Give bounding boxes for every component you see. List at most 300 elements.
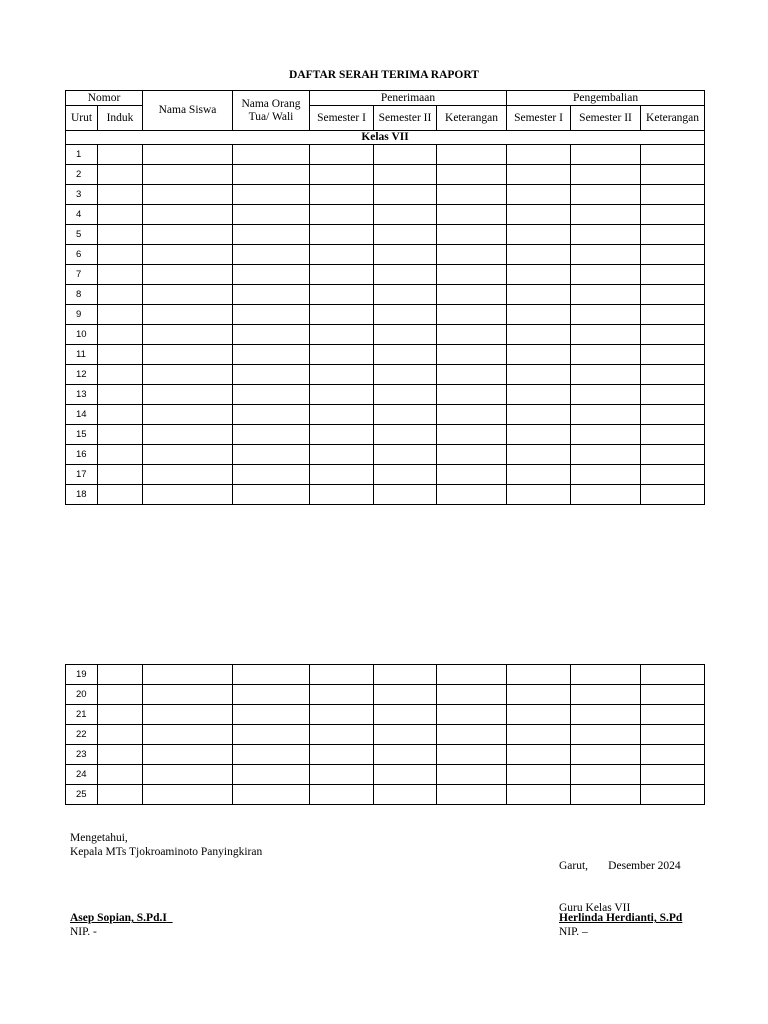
header-pengembalian-keterangan: Keterangan: [641, 106, 705, 131]
kepala-sekolah-title: Kepala MTs Tjokroaminoto Panyingkiran: [70, 846, 263, 858]
table-cell: [374, 145, 437, 165]
table-cell: [143, 165, 233, 185]
table-cell: [641, 245, 705, 265]
header-nama-orang-tua-line2: Tua/ Wali: [248, 110, 294, 123]
row-number: 23: [66, 745, 98, 765]
table-cell: [507, 265, 571, 285]
table-row: [66, 385, 705, 405]
table-cell: [233, 165, 310, 185]
table-cell: [310, 445, 374, 465]
table-cell: [507, 325, 571, 345]
row-number: 7: [66, 265, 98, 285]
row-number: 17: [66, 465, 98, 485]
table-cell: [233, 705, 310, 725]
table-cell: [641, 685, 705, 705]
table-cell: [143, 265, 233, 285]
table-cell: [641, 225, 705, 245]
table-cell: [233, 405, 310, 425]
table-cell: [507, 385, 571, 405]
table-cell: [98, 485, 143, 505]
table-cell: [374, 385, 437, 405]
table-cell: [641, 425, 705, 445]
table-cell: [143, 145, 233, 165]
table-cell: [374, 325, 437, 345]
table-cell: [143, 345, 233, 365]
table-cell: [233, 345, 310, 365]
table-cell: [437, 165, 507, 185]
table-cell: [143, 785, 233, 805]
table-cell: [507, 165, 571, 185]
table-cell: [507, 765, 571, 785]
row-number: 15: [66, 425, 98, 445]
table-cell: [571, 345, 641, 365]
table-cell: [233, 785, 310, 805]
table-cell: [437, 305, 507, 325]
header-penerimaan-semester-2: Semester II: [374, 106, 437, 131]
footer-left: [70, 831, 262, 859]
table-cell: [143, 745, 233, 765]
header-penerimaan-semester-1: Semester I: [310, 106, 374, 131]
table-cell: [507, 665, 571, 685]
table-row: [66, 245, 705, 265]
table-row: [66, 745, 705, 765]
table-cell: [374, 725, 437, 745]
table-cell: [233, 285, 310, 305]
table-cell: [571, 305, 641, 325]
table-row: [66, 425, 705, 445]
table-cell: [571, 485, 641, 505]
table-cell: [98, 765, 143, 785]
table-cell: [374, 165, 437, 185]
table-cell: [571, 325, 641, 345]
table-cell: [641, 145, 705, 165]
table-cell: [641, 305, 705, 325]
table-cell: [310, 325, 374, 345]
table-cell: [143, 705, 233, 725]
table-cell: [310, 345, 374, 365]
table-cell: [374, 745, 437, 765]
table-cell: [641, 165, 705, 185]
table-cell: [98, 725, 143, 745]
table-cell: [374, 445, 437, 465]
table-cell: [98, 465, 143, 485]
table-cell: [507, 145, 571, 165]
table-row: [66, 345, 705, 365]
table-cell: [437, 685, 507, 705]
table-cell: [233, 485, 310, 505]
table-cell: [143, 485, 233, 505]
table-cell: [143, 405, 233, 425]
table-row: [66, 325, 705, 345]
table-cell: [98, 345, 143, 365]
table-cell: [641, 185, 705, 205]
header-pengembalian-semester-2: Semester II: [571, 106, 641, 131]
table-cell: [571, 425, 641, 445]
table-row: [66, 465, 705, 485]
table-cell: [310, 425, 374, 445]
table-cell: [641, 345, 705, 365]
row-number: 4: [66, 205, 98, 225]
table-cell: [98, 425, 143, 445]
table-cell: [571, 285, 641, 305]
table-cell: [437, 265, 507, 285]
table-cell: [98, 665, 143, 685]
table-cell: [310, 245, 374, 265]
footer-right-signature: [559, 911, 682, 939]
table-row: [66, 185, 705, 205]
table-cell: [507, 725, 571, 745]
table-cell: [98, 205, 143, 225]
table-cell: [437, 385, 507, 405]
table-cell: [143, 685, 233, 705]
row-number: 25: [66, 785, 98, 805]
table-cell: [571, 405, 641, 425]
table-row: [66, 365, 705, 385]
table-cell: [374, 285, 437, 305]
table-cell: [571, 205, 641, 225]
table-cell: [233, 745, 310, 765]
table-cell: [437, 445, 507, 465]
table-cell: [143, 665, 233, 685]
table-cell: [143, 225, 233, 245]
table-cell: [641, 365, 705, 385]
header-nama-siswa: Nama Siswa: [143, 91, 233, 131]
table-cell: [507, 305, 571, 325]
table-cell: [374, 365, 437, 385]
table-cell: [310, 665, 374, 685]
table-cell: [98, 165, 143, 185]
table-cell: [641, 265, 705, 285]
guru-kelas-name: Herlinda Herdianti, S.Pd: [559, 912, 683, 924]
table-cell: [233, 145, 310, 165]
table-row: [66, 705, 705, 725]
table-cell: [374, 305, 437, 325]
table-cell: [641, 205, 705, 225]
kepala-sekolah-name: Asep Sopian, S.Pd.I: [70, 912, 167, 924]
table-cell: [374, 405, 437, 425]
table-cell: [98, 705, 143, 725]
row-number: 21: [66, 705, 98, 725]
table-cell: [437, 325, 507, 345]
table-cell: [571, 685, 641, 705]
table-cell: [507, 785, 571, 805]
table-row: [66, 145, 705, 165]
table-cell: [233, 725, 310, 745]
table-cell: [571, 465, 641, 485]
row-number: 10: [66, 325, 98, 345]
table-cell: [374, 425, 437, 445]
table-cell: [641, 445, 705, 465]
table-cell: [507, 205, 571, 225]
table-cell: [437, 405, 507, 425]
table-cell: [233, 205, 310, 225]
table-cell: [98, 285, 143, 305]
table-cell: [437, 145, 507, 165]
table-cell: [143, 425, 233, 445]
table-cell: [143, 725, 233, 745]
table-row: [66, 765, 705, 785]
table-cell: [310, 765, 374, 785]
table-row: [66, 405, 705, 425]
row-number: 3: [66, 185, 98, 205]
table-cell: [641, 705, 705, 725]
table-cell: [143, 285, 233, 305]
table-cell: [98, 785, 143, 805]
table-cell: [437, 185, 507, 205]
table-cell: [310, 465, 374, 485]
table-cell: [437, 745, 507, 765]
table-cell: [143, 445, 233, 465]
table-cell: [507, 465, 571, 485]
header-nama-orang-tua: [233, 91, 310, 131]
row-number: 19: [66, 665, 98, 685]
table-cell: [437, 725, 507, 745]
table-cell: [143, 205, 233, 225]
table-cell: [310, 405, 374, 425]
row-number: 18: [66, 485, 98, 505]
guru-kelas-nip: NIP. –: [559, 926, 588, 938]
table-cell: [233, 765, 310, 785]
table-cell: [437, 665, 507, 685]
table-cell: [98, 145, 143, 165]
table-cell: [374, 485, 437, 505]
table-cell: [143, 185, 233, 205]
table-cell: [233, 425, 310, 445]
table-cell: [233, 265, 310, 285]
row-number: 22: [66, 725, 98, 745]
table-cell: [233, 465, 310, 485]
table-cell: [310, 205, 374, 225]
table-cell: [374, 245, 437, 265]
table-cell: [571, 245, 641, 265]
table-cell: [233, 185, 310, 205]
table-cell: [310, 365, 374, 385]
table-cell: [437, 465, 507, 485]
row-number: 16: [66, 445, 98, 465]
row-number: 8: [66, 285, 98, 305]
row-number: 20: [66, 685, 98, 705]
table-cell: [233, 445, 310, 465]
table-cell: [507, 405, 571, 425]
table-cell: [374, 185, 437, 205]
table-cell: [233, 365, 310, 385]
table-cell: [143, 305, 233, 325]
table-cell: [571, 225, 641, 245]
table-cell: [310, 745, 374, 765]
header-urut: Urut: [66, 106, 98, 131]
table-cell: [571, 665, 641, 685]
table-cell: [310, 285, 374, 305]
header-nomor: Nomor: [66, 91, 143, 106]
row-number: 2: [66, 165, 98, 185]
report-handover-table: [65, 90, 705, 505]
table-cell: [310, 685, 374, 705]
table-cell: [233, 385, 310, 405]
table-cell: [98, 185, 143, 205]
table-cell: [98, 245, 143, 265]
table-cell: [507, 445, 571, 465]
table-cell: [374, 345, 437, 365]
table-cell: [98, 385, 143, 405]
table-cell: [310, 705, 374, 725]
table-cell: [507, 745, 571, 765]
table-cell: [641, 725, 705, 745]
report-handover-table-continued: [65, 664, 705, 805]
table-cell: [98, 265, 143, 285]
header-nama-orang-tua-line1: Nama Orang: [241, 97, 301, 110]
table-cell: [143, 365, 233, 385]
table-cell: [571, 385, 641, 405]
header-pengembalian: Pengembalian: [507, 91, 705, 106]
row-number: 9: [66, 305, 98, 325]
document-title: DAFTAR SERAH TERIMA RAPORT: [289, 69, 479, 81]
table-body-part1: [66, 145, 705, 505]
table-cell: [98, 225, 143, 245]
table-cell: [641, 665, 705, 685]
table-cell: [437, 785, 507, 805]
header-induk: Induk: [98, 106, 143, 131]
table-cell: [507, 225, 571, 245]
row-number: 14: [66, 405, 98, 425]
table-cell: [641, 485, 705, 505]
table-row: [66, 285, 705, 305]
table-cell: [374, 785, 437, 805]
table-cell: [374, 465, 437, 485]
footer-left-signature: [70, 911, 173, 939]
table-cell: [571, 785, 641, 805]
table-row: [66, 665, 705, 685]
table-cell: [233, 305, 310, 325]
table-cell: [143, 765, 233, 785]
table-cell: [571, 765, 641, 785]
table-cell: [310, 785, 374, 805]
row-number: 11: [66, 345, 98, 365]
row-number: 6: [66, 245, 98, 265]
table-cell: [310, 265, 374, 285]
table-cell: [310, 485, 374, 505]
table-cell: [233, 225, 310, 245]
table-cell: [507, 365, 571, 385]
table-cell: [641, 785, 705, 805]
table-cell: [641, 765, 705, 785]
table-row: [66, 685, 705, 705]
table-row: [66, 205, 705, 225]
row-number: 5: [66, 225, 98, 245]
table-cell: [641, 745, 705, 765]
table-cell: [437, 245, 507, 265]
header-pengembalian-semester-1: Semester I: [507, 106, 571, 131]
table-cell: [507, 705, 571, 725]
table-cell: [310, 385, 374, 405]
table-cell: [310, 145, 374, 165]
header-penerimaan: Penerimaan: [310, 91, 507, 106]
table-cell: [98, 445, 143, 465]
table-cell: [571, 705, 641, 725]
table-body-part2: [66, 665, 705, 805]
table-cell: [98, 305, 143, 325]
table-cell: [571, 145, 641, 165]
table-cell: [374, 665, 437, 685]
table-cell: [98, 405, 143, 425]
table-cell: [437, 485, 507, 505]
table-row: [66, 785, 705, 805]
table-cell: [571, 745, 641, 765]
table-cell: [98, 325, 143, 345]
table-cell: [374, 265, 437, 285]
table-cell: [641, 325, 705, 345]
guru-kelas-title: Guru Kelas VII: [559, 902, 631, 914]
header-penerimaan-keterangan: Keterangan: [437, 106, 507, 131]
row-number: 1: [66, 145, 98, 165]
table-cell: [507, 485, 571, 505]
table-cell: [507, 425, 571, 445]
table-cell: [143, 465, 233, 485]
table-cell: [143, 245, 233, 265]
table-cell: [98, 365, 143, 385]
table-cell: [507, 245, 571, 265]
row-number: 12: [66, 365, 98, 385]
table-cell: [571, 165, 641, 185]
table-cell: [143, 385, 233, 405]
table-row: [66, 485, 705, 505]
table-cell: [641, 405, 705, 425]
table-cell: [310, 165, 374, 185]
table-cell: [143, 325, 233, 345]
table-cell: [233, 685, 310, 705]
table-cell: [374, 205, 437, 225]
table-cell: [310, 305, 374, 325]
mengetahui-label: Mengetahui,: [70, 832, 128, 844]
table-cell: [507, 345, 571, 365]
table-cell: [437, 285, 507, 305]
table-cell: [374, 685, 437, 705]
table-cell: [98, 685, 143, 705]
table-row: [66, 305, 705, 325]
table-cell: [233, 665, 310, 685]
table-cell: [571, 185, 641, 205]
table-cell: [507, 185, 571, 205]
table-row: [66, 165, 705, 185]
table-cell: [437, 365, 507, 385]
table-cell: [437, 705, 507, 725]
kepala-sekolah-nip: NIP. -: [70, 926, 97, 938]
table-cell: [571, 445, 641, 465]
kelas-label: Kelas VII: [66, 131, 705, 145]
table-cell: [98, 745, 143, 765]
table-cell: [374, 765, 437, 785]
table-cell: [374, 225, 437, 245]
table-cell: [571, 365, 641, 385]
table-cell: [641, 285, 705, 305]
table-cell: [507, 685, 571, 705]
table-row: [66, 225, 705, 245]
table-cell: [437, 345, 507, 365]
table-row: [66, 725, 705, 745]
table-cell: [374, 705, 437, 725]
table-cell: [641, 465, 705, 485]
table-cell: [310, 725, 374, 745]
table-cell: [233, 325, 310, 345]
table-cell: [437, 225, 507, 245]
table-cell: [507, 285, 571, 305]
row-number: 13: [66, 385, 98, 405]
place-date: Garut, Desember 2024: [559, 860, 681, 872]
table-cell: [571, 265, 641, 285]
table-row: [66, 445, 705, 465]
table-cell: [310, 185, 374, 205]
table-row: [66, 265, 705, 285]
row-number: 24: [66, 765, 98, 785]
